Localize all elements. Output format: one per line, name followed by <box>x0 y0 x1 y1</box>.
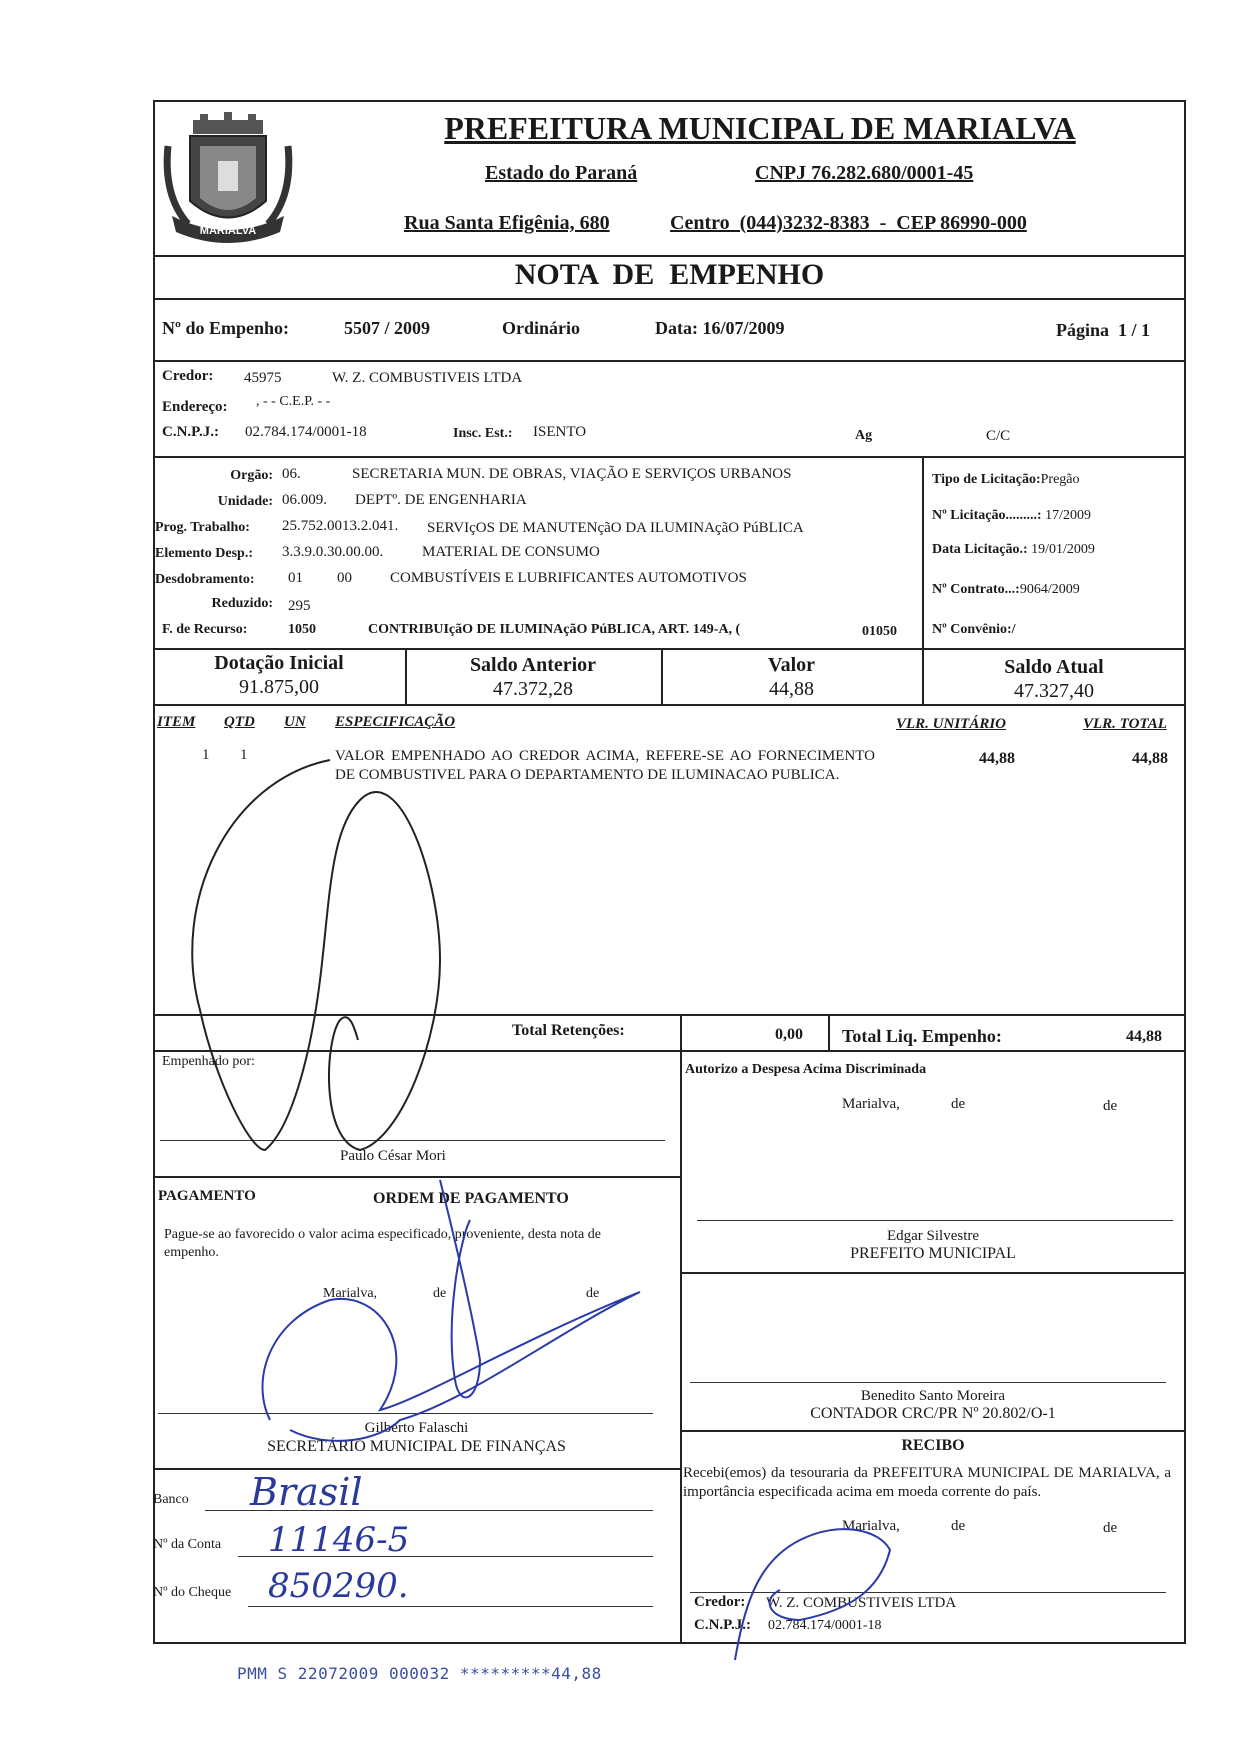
elemento-name: MATERIAL DE CONSUMO <box>422 544 600 560</box>
secretario-signature <box>263 1292 641 1441</box>
dotacao-inicial-value: 91.875,00 <box>239 676 319 698</box>
recibo-de-2: de <box>1103 1520 1118 1536</box>
recibo-title: RECIBO <box>901 1437 965 1454</box>
saldo-anterior-label: Saldo Anterior <box>469 654 597 676</box>
page-title: PREFEITURA MUNICIPAL DE MARIALVA <box>444 110 1076 146</box>
item-vlr-total: 44,88 <box>1132 750 1168 767</box>
banco-handwritten: Brasil <box>250 1470 363 1514</box>
conta-label: Nº da Conta <box>153 1537 222 1552</box>
saldo-anterior-value: 47.372,28 <box>493 678 573 700</box>
prefeito-role: PREFEITO MUNICIPAL <box>850 1245 1016 1262</box>
autorizo-de-2: de <box>1103 1098 1118 1114</box>
item-especificacao: VALOR EMPENHADO AO CREDOR ACIMA, REFERE-SE AO FORNECIMENTO DE COMBUSTIVEL PARA O DEPARTAMENTO DE ILUMINACAO PUBLICA. <box>335 748 875 783</box>
recibo-cnpj-label: C.N.P.J.: <box>694 1617 751 1633</box>
licitacao-tipo-label: Tipo de Licitação:Pregão <box>932 472 1080 487</box>
valor-label: Valor <box>767 654 816 676</box>
recurso-code2: 01050 <box>862 624 897 639</box>
logo-banner-text: MARIALVA <box>199 225 257 237</box>
account-label: C/C <box>986 428 1011 444</box>
banco-label: Banco <box>153 1492 189 1507</box>
contrato-label: Nº Contrato...:9064/2009 <box>932 582 1080 597</box>
desdobramento-label: Desdobramento: <box>155 572 255 587</box>
orgao-code: 06. <box>282 466 301 482</box>
elemento-code: 3.3.9.0.30.00.00. <box>282 544 384 560</box>
page-number: Página 1 / 1 <box>1056 320 1151 340</box>
saldo-atual-label: Saldo Atual <box>1004 656 1104 678</box>
desdobramento-code2: 00 <box>337 570 352 586</box>
item-number: 1 <box>202 747 210 763</box>
desdobramento-code: 01 <box>288 570 303 586</box>
recibo-credor-label: Credor: <box>694 1594 746 1610</box>
dotacao-inicial-label: Dotação Inicial <box>214 652 344 674</box>
empenhado-por-label: Empenhado por: <box>162 1054 255 1069</box>
recibo-de-1: de <box>951 1518 966 1534</box>
licitacao-numero-value: 17/2009 <box>1045 508 1091 523</box>
empenho-number-label: Nº do Empenho: <box>162 318 289 338</box>
contador-role: CONTADOR CRC/PR Nº 20.802/O-1 <box>810 1405 1056 1422</box>
convenio-label: Nº Convênio:/ <box>932 622 1016 637</box>
creditor-cnpj: 02.784.174/0001-18 <box>245 424 367 440</box>
saldo-atual-value: 47.327,40 <box>1014 680 1094 702</box>
creditor-cnpj-label: C.N.P.J.: <box>162 424 219 440</box>
licitacao-data-value: 19/01/2009 <box>1031 542 1095 557</box>
total-liquido-label: Total Liq. Empenho: <box>842 1026 1002 1046</box>
item-vlr-unitario: 44,88 <box>979 750 1015 767</box>
prog-name: SERVIçOS DE MANUTENçãO DA ILUMINAçãO PúBLICA <box>427 520 804 536</box>
licitacao-data-label: Data Licitação.: 19/01/2009 <box>932 542 1095 557</box>
unidade-code: 06.009. <box>282 492 327 508</box>
secretario-role: SECRETÁRIO MUNICIPAL DE FINANÇAS <box>267 1438 566 1455</box>
cnpj-header: CNPJ 76.282.680/0001-45 <box>755 162 974 184</box>
insc-label: Insc. Est.: <box>453 426 513 441</box>
empenho-number: 5507 / 2009 <box>344 318 431 338</box>
creditor-code: 45975 <box>244 370 282 386</box>
licitacao-tipo-value: Pregão <box>1040 472 1080 487</box>
total-retencoes-label: Total Retenções: <box>512 1022 625 1039</box>
reduzido-label: Reduzido: <box>211 596 273 611</box>
autorizo-title: Autorizo a Despesa Acima Discriminada <box>685 1062 927 1077</box>
col-item: ITEM <box>157 714 196 730</box>
ordem-pagamento-title: ORDEM DE PAGAMENTO <box>373 1190 569 1207</box>
pague-se-text: Pague-se ao favorecido o valor acima especificado, proveniente, desta nota de empenho. <box>164 1227 601 1260</box>
ordem-de-1: de <box>433 1286 447 1301</box>
reduzido-value: 295 <box>288 598 311 614</box>
col-especificacao: ESPECIFICAÇÃO <box>335 714 456 730</box>
recibo-text: Recebi(emos) da tesouraria da PREFEITURA MUNICIPAL DE MARIALVA, a importância especificada acima em moeda corrente do país. <box>683 1465 1171 1500</box>
autorizo-marialva: Marialva, <box>842 1096 900 1112</box>
total-liquido-value: 44,88 <box>1126 1028 1162 1045</box>
recibo-cnpj: 02.784.174/0001-18 <box>768 1618 882 1633</box>
total-retencoes-value: 0,00 <box>775 1026 803 1043</box>
recurso-name: CONTRIBUIçãO DE ILUMINAçãO PúBLICA, ART. 149-A, ( <box>368 622 741 637</box>
contador-name: Benedito Santo Moreira <box>860 1388 1006 1404</box>
recibo-marialva: Marialva, <box>842 1518 900 1534</box>
paulo-signature <box>192 760 440 1150</box>
empenhado-por-name: Paulo César Mori <box>340 1148 446 1164</box>
cheque-handwritten: 850290. <box>268 1566 409 1606</box>
prefeito-name: Edgar Silvestre <box>886 1228 980 1244</box>
autorizo-de-1: de <box>951 1096 966 1112</box>
pagamento-title: PAGAMENTO <box>158 1188 256 1204</box>
creditor-name: W. Z. COMBUSTIVEIS LTDA <box>332 370 523 386</box>
prog-code: 25.752.0013.2.041. <box>282 518 399 534</box>
recurso-label: F. de Recurso: <box>162 622 248 637</box>
recurso-code: 1050 <box>288 622 316 637</box>
valor-value: 44,88 <box>769 678 814 700</box>
orgao-name: SECRETARIA MUN. DE OBRAS, VIAÇÃO E SERVIÇOS URBANOS <box>352 466 792 482</box>
address-label: Endereço: <box>162 399 228 415</box>
item-qtd: 1 <box>240 747 248 763</box>
document-title: NOTA DE EMPENHO <box>514 258 825 291</box>
col-qtd: QTD <box>224 714 255 730</box>
empenho-type: Ordinário <box>502 318 581 338</box>
address-street: Rua Santa Efigênia, 680 <box>404 212 610 234</box>
ordem-marialva: Marialva, <box>323 1286 378 1301</box>
cheque-label: Nº do Cheque <box>153 1585 232 1600</box>
desdobramento-name: COMBUSTÍVEIS E LUBRIFICANTES AUTOMOTIVOS <box>390 570 747 586</box>
creditor-address: , - - C.E.P. - - <box>256 394 331 409</box>
elemento-label: Elemento Desp.: <box>155 546 253 561</box>
secretario-name: Gilberto Falaschi <box>364 1420 469 1436</box>
credor-signature <box>735 1529 890 1660</box>
unidade-name: DEPTº. DE ENGENHARIA <box>355 492 527 508</box>
conta-handwritten: 11146-5 <box>268 1520 410 1560</box>
col-vlr-total: VLR. TOTAL <box>1083 716 1167 732</box>
ordem-de-2: de <box>586 1286 600 1301</box>
recibo-credor-name: W. Z. COMBUSTIVEIS LTDA <box>766 1595 957 1611</box>
agency-label: Ag <box>855 428 873 443</box>
col-un: UN <box>284 714 306 730</box>
creditor-label: Credor: <box>162 368 214 384</box>
unidade-label: Unidade: <box>217 494 273 509</box>
licitacao-numero-label: Nº Licitação.........: 17/2009 <box>932 508 1091 523</box>
footer-stamp: PMM S 22072009 000032 *********44,88 <box>237 1664 602 1683</box>
col-vlr-unitario: VLR. UNITÁRIO <box>896 716 1007 732</box>
state-name: Estado do Paraná <box>485 162 638 184</box>
address-contact: Centro (044)3232-8383 - CEP 86990-000 <box>670 212 1027 234</box>
contrato-value: 9064/2009 <box>1019 582 1080 597</box>
insc-value: ISENTO <box>533 424 587 440</box>
orgao-label: Orgão: <box>230 468 273 483</box>
ordem-signature <box>440 1180 480 1397</box>
prog-label: Prog. Trabalho: <box>155 520 250 535</box>
empenho-date: Data: 16/07/2009 <box>655 318 785 338</box>
